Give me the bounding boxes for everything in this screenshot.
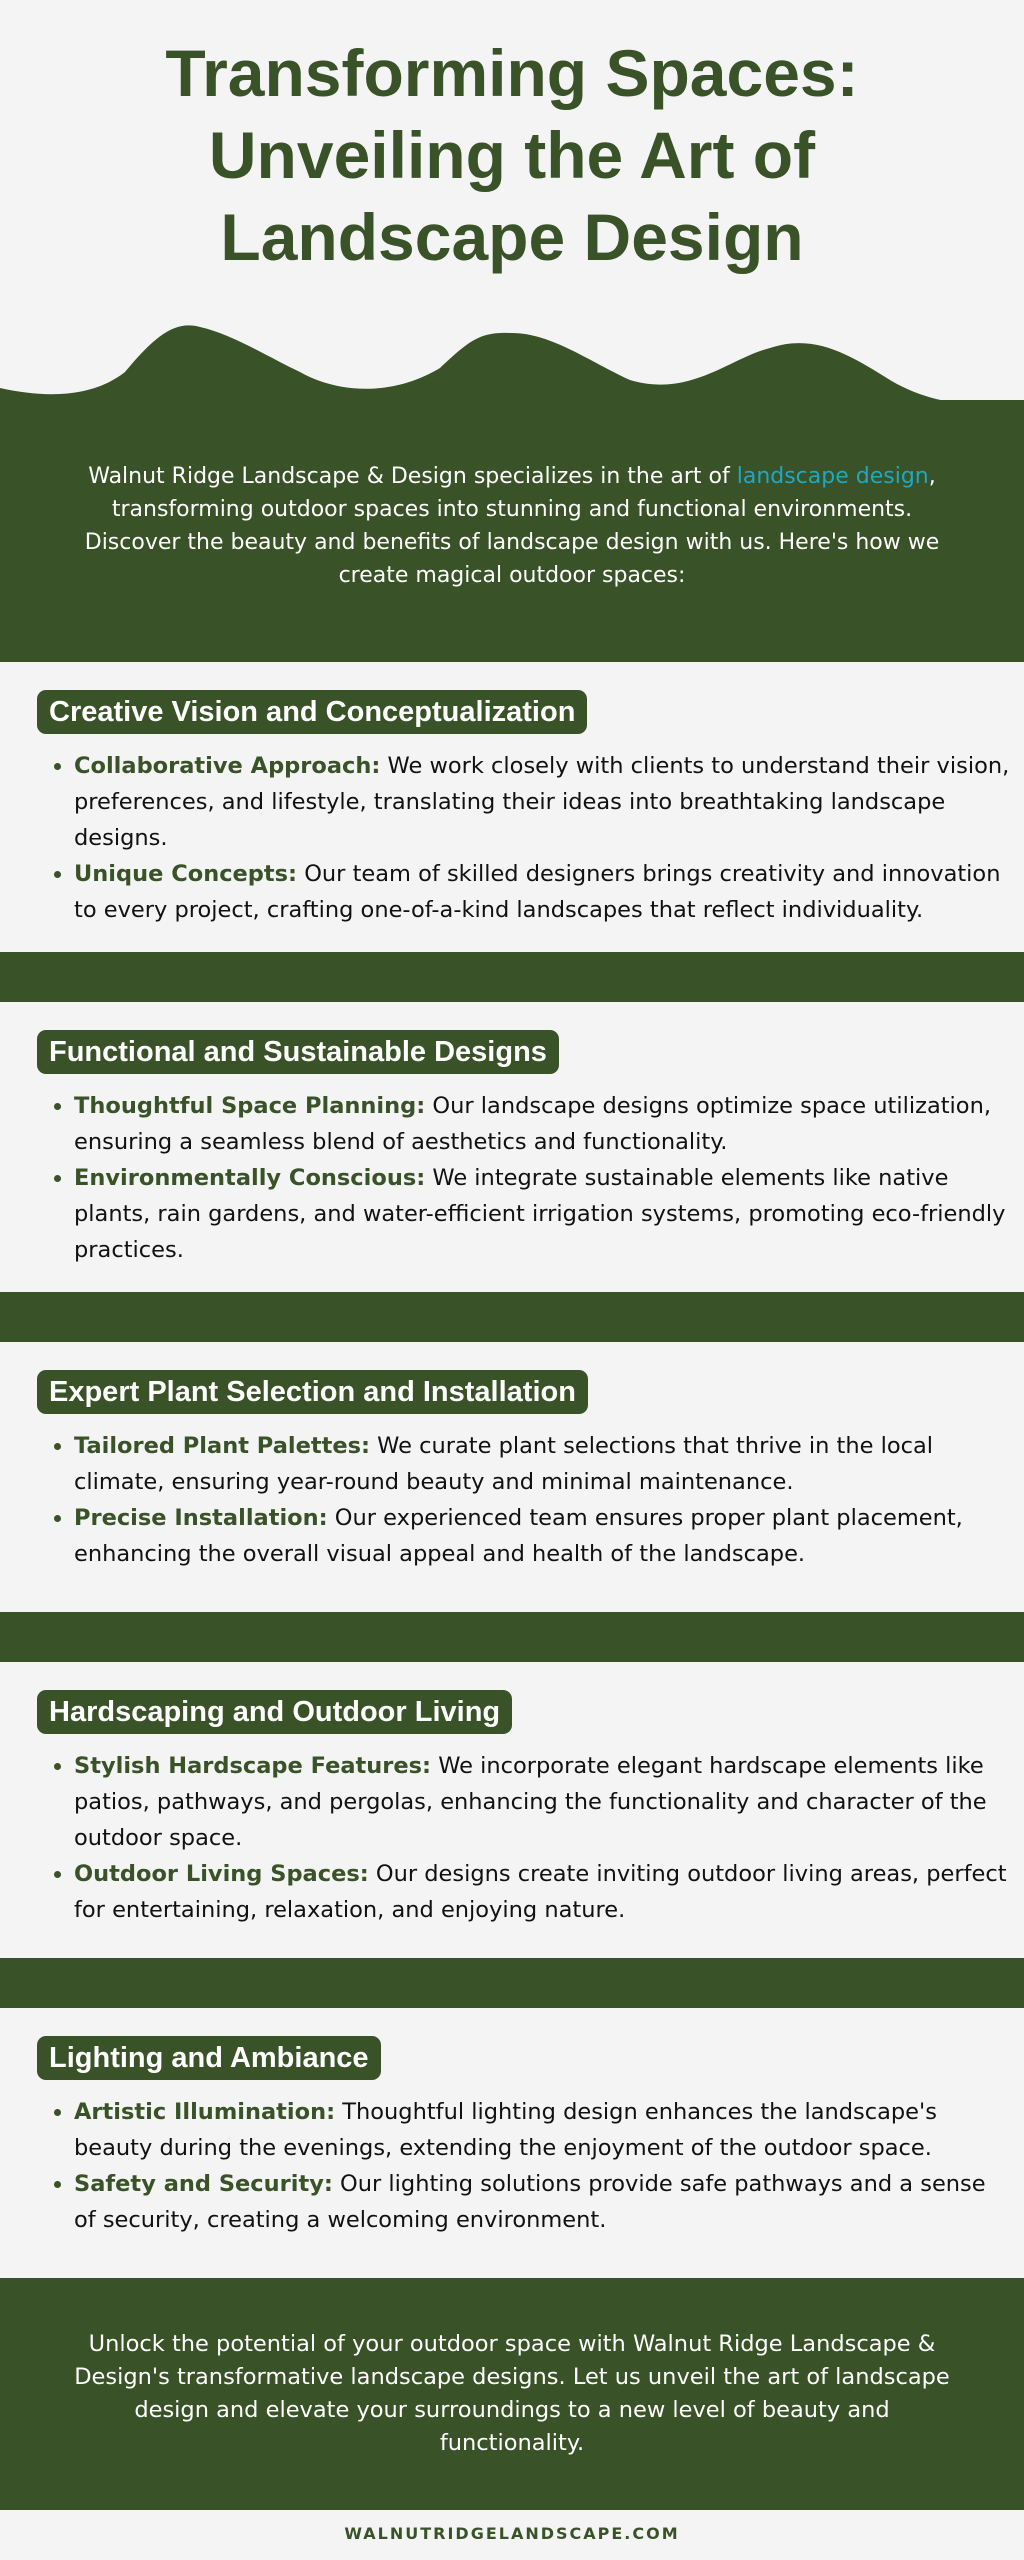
- landscape-design-link[interactable]: landscape design: [736, 464, 929, 489]
- list-item: [74, 2094, 1010, 2166]
- section-functional-sustainable: [0, 1002, 1024, 1292]
- list-item: [74, 1088, 1010, 1160]
- bullet-list: [46, 1088, 1010, 1268]
- item-label: Unique Concepts:: [74, 861, 298, 887]
- list-item: [74, 856, 1010, 928]
- item-text: We integrate sustainable elements like native plants, rain gardens, and water-efficient irrigation systems, promoting eco-friendly practices.: [74, 1165, 1006, 1263]
- hero-header: [0, 0, 1024, 320]
- section-hardscaping: [0, 1662, 1024, 1958]
- list-item: [74, 748, 1010, 856]
- section-heading: Lighting and Ambiance: [37, 2036, 381, 2080]
- item-label: Precise Installation:: [74, 1505, 328, 1531]
- bullet-list: [46, 1428, 1010, 1572]
- bullet-list: [46, 2094, 1010, 2238]
- website-url[interactable]: WALNUTRIDGELANDSCAPE.COM: [344, 2524, 680, 2543]
- list-item: [74, 1428, 1010, 1500]
- section-expert-plant: [0, 1342, 1024, 1612]
- intro-text: [70, 460, 954, 592]
- item-label: Stylish Hardscape Features:: [74, 1753, 432, 1779]
- item-label: Thoughtful Space Planning:: [74, 1093, 426, 1119]
- section-heading: Hardscaping and Outdoor Living: [37, 1690, 512, 1734]
- section-creative-vision: [0, 662, 1024, 952]
- bullet-list: [46, 748, 1010, 928]
- item-text: Our lighting solutions provide safe pathways and a sense of security, creating a welcoming environment.: [74, 2171, 986, 2233]
- page-title: Transforming Spaces: Unveiling the Art of Landscape Design: [165, 36, 859, 274]
- item-text: Our team of skilled designers brings creativity and innovation to every project, crafting one-of-a-kind landscapes that reflect individuality.: [74, 861, 1001, 923]
- list-item: [74, 1748, 1010, 1856]
- closing-text: Unlock the potential of your outdoor space with Walnut Ridge Landscape & Design's transformative landscape designs. Let us unveil the art of landscape design and elevate your surroundings to a new level of beauty and functionality.: [74, 2331, 950, 2456]
- intro-text-before: Walnut Ridge Landscape & Design specializes in the art of: [88, 464, 737, 489]
- item-label: Environmentally Conscious:: [74, 1165, 426, 1191]
- footer: [0, 2510, 1024, 2560]
- section-heading: Expert Plant Selection and Installation: [37, 1370, 588, 1414]
- list-item: [74, 2166, 1010, 2238]
- item-label: Outdoor Living Spaces:: [74, 1861, 369, 1887]
- section-heading: Functional and Sustainable Designs: [37, 1030, 559, 1074]
- item-label: Collaborative Approach:: [74, 753, 381, 779]
- intro-panel: [0, 400, 1024, 662]
- closing-panel: [0, 2278, 1024, 2510]
- bullet-list: [46, 1748, 1010, 1928]
- section-divider-band: [0, 1612, 1024, 1662]
- item-text: We incorporate elegant hardscape elements like patios, pathways, and pergolas, enhancing the functionality and character of the outdoor space.: [74, 1753, 987, 1851]
- section-heading: Creative Vision and Conceptualization: [37, 690, 587, 734]
- section-divider-band: [0, 1292, 1024, 1342]
- list-item: [74, 1856, 1010, 1928]
- hills-wave-decoration: [0, 300, 1024, 410]
- item-text: Our landscape designs optimize space utilization, ensuring a seamless blend of aesthetics and functionality.: [74, 1093, 991, 1155]
- item-text: Thoughtful lighting design enhances the landscape's beauty during the evenings, extending the enjoyment of the outdoor space.: [74, 2099, 937, 2161]
- item-label: Safety and Security:: [74, 2171, 333, 2197]
- item-text: We curate plant selections that thrive in the local climate, ensuring year-round beauty and minimal maintenance.: [74, 1433, 934, 1495]
- section-lighting: [0, 2008, 1024, 2278]
- section-divider-band: [0, 952, 1024, 1002]
- list-item: [74, 1160, 1010, 1268]
- item-label: Artistic Illumination:: [74, 2099, 336, 2125]
- item-text: Our experienced team ensures proper plant placement, enhancing the overall visual appeal and health of the landscape.: [74, 1505, 963, 1567]
- intro-text-after: , transforming outdoor spaces into stunning and functional environments. Discover the beauty and benefits of landscape design with us. Here's how we create magical outdoor spaces:: [84, 464, 940, 588]
- item-text: Our designs create inviting outdoor living areas, perfect for entertaining, relaxation, and enjoying nature.: [74, 1861, 1007, 1923]
- section-divider-band: [0, 1958, 1024, 2008]
- item-label: Tailored Plant Palettes:: [74, 1433, 371, 1459]
- list-item: [74, 1500, 1010, 1572]
- item-text: We work closely with clients to understand their vision, preferences, and lifestyle, translating their ideas into breathtaking landscape designs.: [74, 753, 1010, 851]
